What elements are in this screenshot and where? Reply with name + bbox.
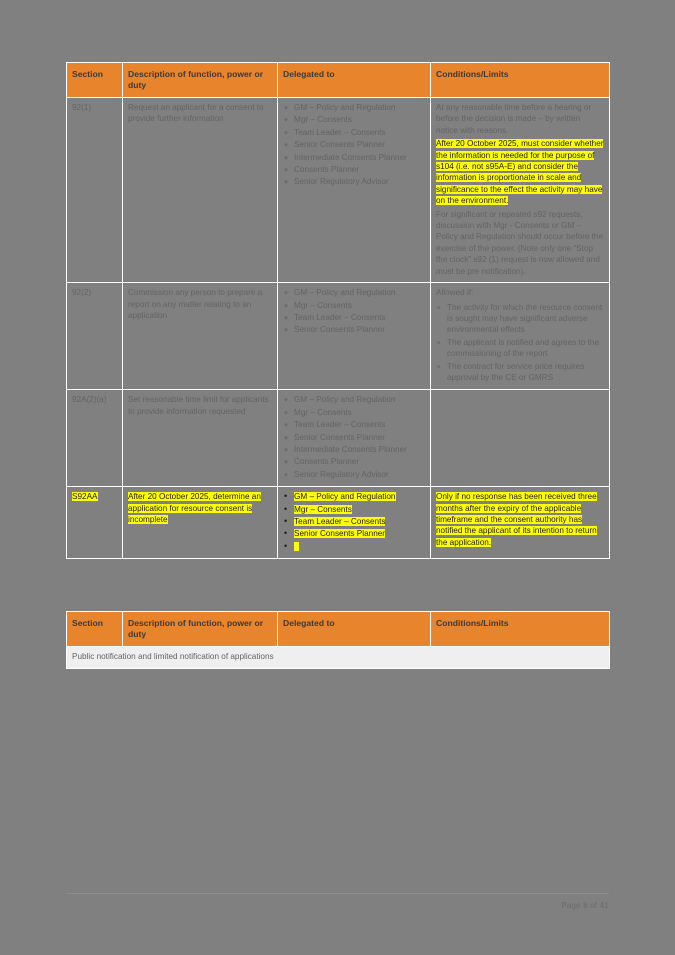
column-header-conditions: Conditions/Limits — [431, 612, 610, 647]
list-item: ◆ Mgr – Consents — [294, 114, 425, 125]
delegated-list — [283, 287, 425, 336]
list-item: ◆ Team Leader – Consents — [294, 419, 425, 430]
list-item: ◆ Intermediate Consents Planner — [294, 444, 425, 455]
list-item: ■ The applicant is notified and agrees to the commissioning of the report — [447, 337, 604, 360]
cell-description: Set reasonable time limit for applicants to provide information requested — [123, 390, 278, 487]
column-header-section: Section — [67, 63, 123, 98]
list-item — [294, 516, 425, 527]
table-1-header-row — [67, 63, 610, 98]
list-item: ◆ Team Leader – Consents — [294, 127, 425, 138]
table-row-banner — [67, 647, 610, 668]
list-item: ■ The activity for which the resource consent is sought may have significant adverse environmental effects — [447, 302, 604, 336]
table-row — [67, 390, 610, 487]
page-footer — [66, 893, 609, 910]
list-item — [294, 528, 425, 539]
column-header-delegated: Delegated to — [278, 63, 431, 98]
highlighted-text: GM – Policy and Regulation — [294, 492, 396, 502]
cell-section — [67, 487, 123, 559]
list-item: ◆ GM – Policy and Regulation — [294, 102, 425, 113]
section-banner-label: Public notification and limited notification of applications — [67, 647, 610, 668]
column-header-conditions: Conditions/Limits — [431, 63, 610, 98]
cell-delegated-to — [278, 283, 431, 390]
cell-delegated-to — [278, 98, 431, 283]
list-item — [294, 504, 425, 515]
page-number-label: Page 8 of 41 — [561, 901, 609, 910]
list-item: ◆ GM – Policy and Regulation — [294, 394, 425, 405]
table-row — [67, 98, 610, 283]
table-2-wrapper — [66, 611, 609, 668]
list-item: ◆ Senior Consents Planner — [294, 432, 425, 443]
cell-delegated-to — [278, 487, 431, 559]
cell-conditions — [431, 283, 610, 390]
cell-description: Request an applicant for a consent to provide further information — [123, 98, 278, 283]
list-item: ◆ Senior Regulatory Advisor — [294, 176, 425, 187]
cell-delegated-to — [278, 390, 431, 487]
highlighted-text: S92AA — [72, 492, 98, 502]
conditions-paragraph-highlighted — [436, 491, 604, 548]
cell-conditions — [431, 390, 610, 487]
cell-section: 92(1) — [67, 98, 123, 283]
delegated-list — [283, 394, 425, 480]
list-item — [294, 491, 425, 502]
conditions-lead: Allowed if: — [436, 288, 474, 298]
highlighted-text: Mgr – Consents — [294, 504, 352, 514]
cell-conditions — [431, 98, 610, 283]
list-item: ◆ Consents Planner — [294, 456, 425, 467]
table-row-highlighted — [67, 487, 610, 559]
list-item: ◆ GM – Policy and Regulation — [294, 287, 425, 298]
delegations-table-1 — [66, 62, 610, 559]
list-item: ◆ Consents Planner — [294, 164, 425, 175]
table-row — [67, 283, 610, 390]
list-item: ◆ Mgr – Consents — [294, 300, 425, 311]
highlighted-text: Senior Consents Planner — [294, 529, 386, 539]
column-header-description: Description of function, power or duty — [123, 612, 278, 647]
list-item: ◆ Senior Consents Planner — [294, 324, 425, 335]
page-content — [66, 62, 609, 669]
list-item: ◆ Intermediate Consents Planner — [294, 152, 425, 163]
list-item: ◆ Team Leader – Consents — [294, 312, 425, 323]
column-header-section: Section — [67, 612, 123, 647]
list-item: ◆ Senior Regulatory Advisor — [294, 469, 425, 480]
cell-section: 92(2) — [67, 283, 123, 390]
conditions-paragraph: At any reasonable time before a hearing or before the decision is made – by written notice with reasons. — [436, 103, 592, 135]
list-item: ◆ Senior Consents Planner — [294, 139, 425, 150]
table-2-header-row — [67, 612, 610, 647]
column-header-description: Description of function, power or duty — [123, 63, 278, 98]
highlighted-text: After 20 October 2025, must consider whether the information is needed for the purpose of s104 (i.e. not s95A-E) and consider the information is proportionate in scale and significance to the effect the activity may have on the environment. — [436, 139, 604, 206]
list-item-empty — [294, 541, 425, 552]
conditions-paragraph-highlighted — [436, 138, 604, 206]
list-item: ■ The contract for service price requires approval by the CE or GMRS — [447, 361, 604, 384]
highlighted-text: Team Leader – Consents — [294, 517, 386, 526]
cell-section: 92A(2)(a) — [67, 390, 123, 487]
delegated-list — [283, 491, 425, 552]
highlighted-text — [294, 542, 299, 551]
delegated-list — [283, 102, 425, 188]
conditions-list — [436, 302, 604, 384]
column-header-delegated: Delegated to — [278, 612, 431, 647]
conditions-paragraph: For significant or repeated s92 requests, discussion with Mgr - Consents or GM – Policy and Regulation should occur before the exercise of the power. (Note only one “Stop the clock” s92 (1) request is now allowed and must be pre notification). — [436, 209, 604, 276]
highlighted-text: Only if no response has been received three months after the expiry of the applicable timeframe and the consent authority has notified the applicant of its intention to return the application. — [436, 492, 597, 547]
cell-description — [123, 487, 278, 559]
cell-conditions — [431, 487, 610, 559]
cell-description: Commission any person to prepare a report on any matter relating to an application — [123, 283, 278, 390]
list-item: ◆ Mgr – Consents — [294, 407, 425, 418]
delegations-table-2 — [66, 611, 610, 668]
highlighted-text: After 20 October 2025, determine an application for resource consent is incomplete — [128, 492, 261, 524]
